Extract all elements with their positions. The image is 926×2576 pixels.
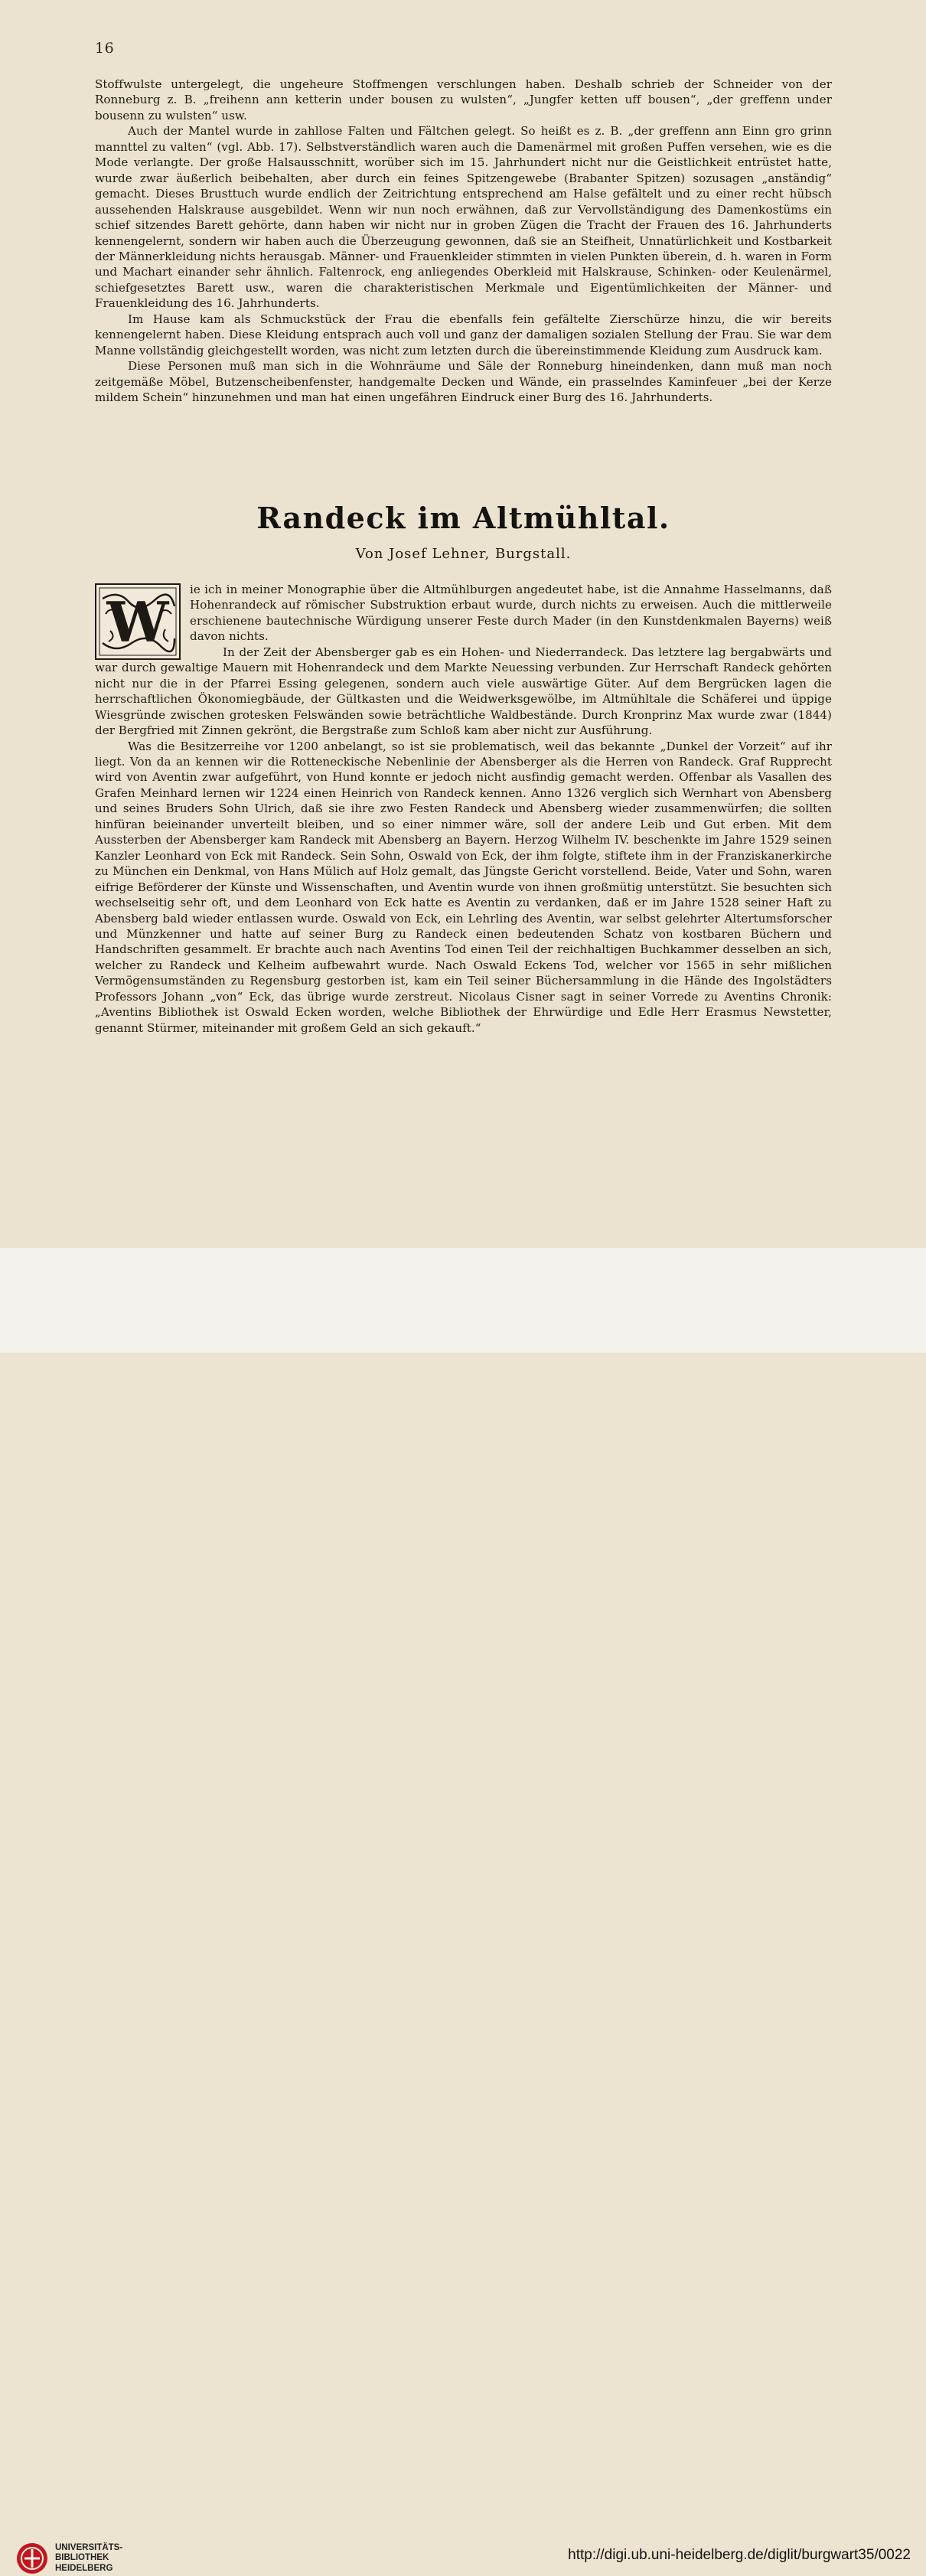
dropcap-letter: W — [106, 589, 169, 655]
scanned-page — [0, 0, 926, 1248]
library-name-line: UNIVERSITÄTS- — [55, 2542, 123, 2552]
library-name — [55, 2543, 122, 2574]
paragraph: Auch der Mantel wurde in zahllose Falten und Fältchen gelegt. So heißt es z. B. „der greffenn ann Einn gro grinn mannttel zu valten“ (vgl. Abb. 17). Selbstverständlich waren auch die Damenärmel mit großen Puffen versehen, wie es die Mode verlangte. Der große Halsausschnitt, worüber sich im 15. Jahrhundert nicht nur die Geistlichkeit entrüstet hatte, wurde zwar äußerlich beibehalten, aber durch ein feines Spitzengewebe (Brabanter Spitzen) sozusagen „anständig“ gemacht. Dieses Brusttuch wurde endlich der Zeitrichtung entsprechend am Halse gefältelt und zu einer recht hübsch aussehenden Halskrause ausgebildet. Wenn wir nun noch erwähnen, daß zur Vervollständigung des Damenkostüms ein schief sitzendes Barett gehörte, dann haben wir nicht nur in groben Zügen die Tracht der Frauen des 16. Jahrhunderts kennengelernt, sondern wir haben auch die Überzeugung gewonnen, daß sie an Steifheit, Unnatürlichkeit und Kostbarkeit der Männerkleidung nichts herausgab. Männer- und Frauenkleider stimmten in vielen Punkten überein, d. h. waren in Form und Machart einander sehr ähnlich. Faltenrock, eng anliegendes Oberkleid mit Halskrause, Schinken- oder Keulenärmel, schiefgesetztes Barett usw., waren die charakteristischen Merkmale und Eigentümlichkeiten der Männer- und Frauenkleidung des 16. Jahrhunderts. — [95, 124, 832, 311]
paragraph: Im Hause kam als Schmuckstück der Frau die ebenfalls fein gefältelte Zierschürze hinzu, die wir bereits kennengelernt haben. Diese Kleidung entsprach auch voll und ganz der damaligen sozialen Stellung der Frau. Sie war dem Manne vollständig gleichgestellt worden, was nicht zum letzten durch die übereinstimmende Kleidung zum Ausdruck kam. — [95, 312, 832, 358]
article-byline: Von Josef Lehner, Burgstall. — [355, 546, 572, 562]
article-title: Randeck im Altmühltal. — [256, 501, 670, 535]
page-number: 16 — [95, 40, 115, 57]
paragraph: Was die Besitzerreihe vor 1200 anbelangt, so ist sie problematisch, weil das bekannte „Dunkel der Vorzeit“ auf ihr liegt. Von da an kennen wir die Rotteneckische Nebenlinie der Abensberger als die Herren von Randeck. Graf Rupprecht wird von Aventin zwar aufgeführt, von Hund konnte er jedoch nicht ausfindig gemacht werden. Offenbar als Vasallen des Grafen Meinhard lernen wir 1224 einen Heinrich von Randeck kennen. Anno 1326 verglich sich Wernhart von Abensberg und seines Bruders Sohn Ulrich, daß sie ihre zwo Festen Randeck und Abensberg wieder zusammenwürfen; die sollten hinfüran beieinander unverteilt bleiben, und so einer nimmer wäre, soll der andere Leib und Gut erben. Mit dem Aussterben der Abensberger kam Randeck mit Abensberg an Bayern. Herzog Wilhelm IV. beschenkte im Jahre 1529 seinen Kanzler Leonhard von Eck mit Randeck. Sein Sohn, Oswald von Eck, der ihm folgte, stiftete ihm in der Franziskanerkirche zu München ein Denkmal, von Hans Mülich auf Holz gemalt, das Jüngste Gericht vorstellend. Beide, Vater und Sohn, waren eifrige Beförderer der Künste und Wissenschaften, und Aventin wurde von ihnen großmütig unterstützt. Sie besuchten sich wechselseitig sehr oft, und dem Leonhard von Eck hatte es Aventin zu verdanken, daß er im Jahre 1528 seiner Haft zu Abensberg bald wieder entlassen wurde. Oswald von Eck, ein Lehrling des Aventin, war selbst gelehrter Altertumsforscher und Münzkenner und hatte auf seiner Burg zu Randeck einen bedeutenden Schatz von kostbaren Büchern und Handschriften gesammelt. Er brachte auch nach Aventins Tod einen Teil der reichhaltigen Buchkammer desselben an sich, welcher zu Randeck und Kelheim aufbewahrt wurde. Nach Oswald Eckens Tod, welcher vor 1565 in sehr mißlichen Vermögensumständen zu Regensburg gestorben ist, kam ein Teil seiner Büchersammlung in die Hände des Ingolstädters Professors Johann „von“ Eck, das übrige wurde zerstreut. Nicolaus Cisner sagt in seiner Vorrede zu Aventins Chronik: „Aventins Bibliothek ist Oswald Ecken worden, welche Bibliothek der Ehrwürdige und Edle Herr Erasmus Newstetter, genannt Stürmer, miteinander mit großem Geld an sich gekauft.“ — [95, 739, 832, 1035]
paragraph: In der Zeit der Abensberger gab es ein Hohen- und Niederrandeck. Das letztere lag bergabwärts und war durch gewaltige Mauern mit Hohenrandeck und dem Markte Neuessing verbunden. Zur Herrschaft Randeck gehörten nicht nur die in der Pfarrei Essing gelegenen, sondern auch viele auswärtige Güter. Auf dem Bergrücken lagen die herrschaftlichen Ökonomiegbäude, der Gültkasten und die Weidwerksgewölbe, im Altmühltale die Schäferei und üppige Wiesgründe zwischen grotesken Felswänden sowie beträchtliche Waldbestände. Durch Kronprinz Max wurde zwar (1844) der Bergfried mit Zinnen gekrönt, die Bergstraße zum Schloß kam aber nicht zur Ausführung. — [95, 645, 832, 738]
library-name-line: HEIDELBERG — [55, 2563, 113, 2573]
university-seal-icon — [15, 2541, 49, 2576]
paragraph: Diese Personen muß man sich in die Wohnräume und Säle der Ronneburg hineindenken, dann muß man noch zeitgemäße Möbel, Butzenscheibenfenster, handgemalte Decken und Wände, ein prasselndes Kaminfeuer „bei der Kerze mildem Schein“ hinzunehmen und man hat einen ungefähren Eindruck einer Burg des 16. Jahrhunderts. — [95, 359, 832, 405]
article-body — [95, 582, 832, 1036]
library-name-line: BIBLIOTHEK — [55, 2553, 109, 2563]
continued-text-block — [95, 77, 832, 406]
ornamental-initial-w-icon — [95, 583, 181, 660]
paragraph: Stoffwulste untergelegt, die ungeheure Stoffmengen verschlungen haben. Deshalb schrieb der Schneider von der Ronneburg z. B. „freihenn ann ketterin under bousen zu wulsten“, „Jungfer ketten uff bousen“, „der greffenn under bousenn zu wulsten“ usw. — [95, 77, 832, 122]
library-footer — [0, 1248, 926, 2573]
source-url[interactable]: http://digi.ub.uni-heidelberg.de/diglit/burgwart35/0022 — [568, 2547, 911, 2563]
paragraph: ie ich in meiner Monographie über die Altmühlburgen angedeutet habe, ist die Annahme Hasselmanns, daß Hohenrandeck auf römischer Substruktion erbaut wurde, durch nichts zu erweisen. Auch die mittlerweile erschienene bautechnische Würdigung unserer Feste durch Mader (in den Kunstdenkmalen Bayerns) weiß davon nichts. — [190, 583, 832, 644]
library-logo[interactable] — [15, 2541, 122, 2576]
